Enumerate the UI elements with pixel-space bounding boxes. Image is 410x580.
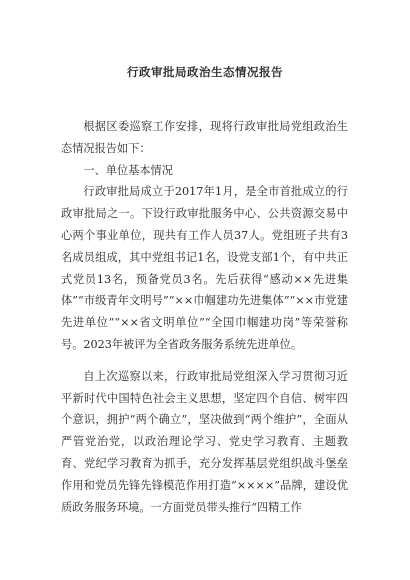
paragraph-spacer [61,356,348,366]
paragraph-since-inspection: 自上次巡察以来，行政审批局党组深入学习贯彻习近平新时代中国特色社会主义思想，坚定四个自信、树牢四个意识，拥护“两个确立”，坚决做到“两个维护”，全面从严管党治党，以政治理论学习、党史学习教育、主题教育、党纪学习教育为抓手，充分发挥基层党组织战斗堡垒作用和党员先锋先锋模范作用打造“××××”品牌，建设优质政务服务环境。一方面党员带头推行“四精工作 [61,369,348,514]
paragraph-basic-info: 行政审批局成立于2017年1月，是全市首批成立的行政审批局之一。下设行政审批服务中心、公共资源交易中心两个事业单位，现共有工作人员37人。党组班子共有3名成员组成，其中党组书记1名，设党支部1个，有中共正式党员13名，预备党员3名。先后获得“感动××先进集体”“市级青年文明号”“××巾帼建功先进集体”“××市党建先进单位”“××省文明单位”“全国巾帼建功岗”等荣誉称号。2023年被评为全省政务服务系统先进单位。 [61,185,348,351]
document-title: 行政审批局政治生态情况报告 [127,65,283,79]
paragraph-intro: 根据区委巡察工作安排，现将行政审批局党组政治生态情况报告如下： [61,120,348,155]
document-body [61,116,348,518]
section-heading: 一、单位基本情况 [83,163,173,177]
